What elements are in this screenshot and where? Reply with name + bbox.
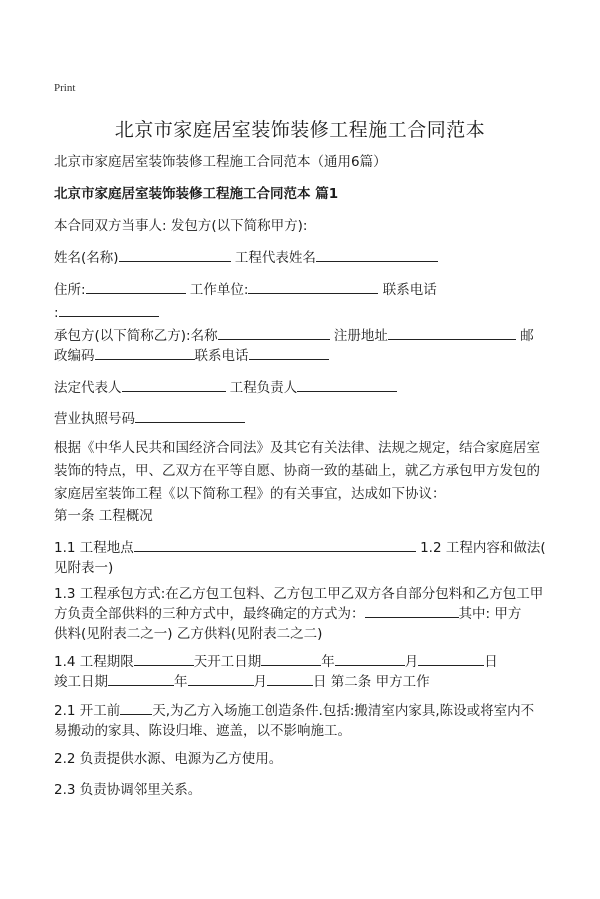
party-a-phone-blank[interactable] (59, 302, 159, 317)
address-blank[interactable] (86, 279, 186, 294)
parties-intro: 本合同双方当事人: 发包方(以下简称甲方): (54, 218, 308, 234)
license-blank[interactable] (135, 408, 245, 423)
party-a-name-line (54, 247, 548, 270)
article-1-heading: 第一条 工程概况 (54, 508, 153, 524)
clause-2-1-suffix: 天,为乙方入场施工创造条件.包括:搬清室内家具,陈设或将室内不 (152, 703, 535, 719)
clause-1-2-suffix: 见附表一) (54, 560, 114, 576)
party-b-phone-blank[interactable] (249, 345, 329, 360)
postcode-label-1: 邮 (520, 328, 534, 344)
clause-2-1-prefix: 2.1 开工前 (54, 703, 121, 719)
name-blank[interactable] (119, 247, 231, 262)
start-day-blank[interactable] (418, 651, 484, 666)
workplace-label: 工作单位: (189, 282, 249, 298)
party-b-name-blank[interactable] (218, 325, 330, 340)
project-lead-blank[interactable] (297, 377, 397, 392)
finish-day-blank[interactable] (267, 671, 313, 686)
project-lead-label: 工程负责人 (229, 380, 298, 396)
finish-year-label: 年 (174, 674, 188, 690)
party-a-address-line (54, 279, 548, 302)
article-2-heading: 第二条 甲方工作 (330, 674, 430, 690)
finish-day-label: 日 (313, 674, 327, 690)
finish-month-blank[interactable] (188, 671, 254, 686)
print-label: Print (54, 82, 76, 94)
method-blank[interactable] (365, 603, 459, 618)
finish-label: 竣工日期 (54, 674, 108, 690)
legal-rep-blank[interactable] (122, 377, 226, 392)
start-label: 天开工日期 (193, 654, 262, 670)
clause-2-3: 2.3 负责协调邻里关系。 (54, 782, 202, 798)
clause-1-4-line-2 (54, 671, 548, 694)
method-suffix: 其中: 甲方 (458, 606, 522, 622)
method-prefix: 方负责全部供料的三种方式中，最终确定的方式为： (54, 606, 365, 622)
party-b-intro: 承包方(以下简称乙方):名称 (54, 328, 218, 344)
site-blank[interactable] (134, 537, 416, 552)
period-label: 1.4 工程期限 (54, 654, 134, 670)
start-day-label: 日 (484, 654, 498, 670)
postcode-label-2: 政编码 (54, 348, 95, 364)
legal-rep-label: 法定代表人 (54, 380, 122, 396)
document-title: 北京市家庭居室装饰装修工程施工合同范本 (114, 119, 486, 141)
clause-2-2: 2.2 负责提供水源、电源为乙方使用。 (54, 751, 283, 767)
party-b-line-2 (54, 345, 548, 368)
document-subtitle: 北京市家庭居室装饰装修工程施工合同范本（通用6篇） (54, 154, 387, 170)
legal-rep-line (54, 377, 548, 400)
workplace-blank[interactable] (248, 279, 378, 294)
license-label: 营业执照号码 (54, 411, 135, 427)
period-blank[interactable] (134, 651, 194, 666)
section-heading: 北京市家庭居室装饰装修工程施工合同范本 篇1 (54, 186, 339, 202)
rep-blank[interactable] (316, 247, 438, 262)
start-year-label: 年 (321, 654, 335, 670)
finish-year-blank[interactable] (108, 671, 174, 686)
start-month-label: 月 (404, 654, 419, 670)
content-label: 1.2 工程内容和做法( (420, 540, 546, 556)
days-before-blank[interactable] (120, 700, 152, 715)
name-label: 姓名(名称) (54, 250, 119, 266)
start-year-blank[interactable] (261, 651, 321, 666)
party-a-phone-label: 联系电话 (382, 282, 437, 298)
clause-1-3-line-1: 1.3 工程承包方式:在乙方包工包料、乙方包工甲乙双方各自部分包料和乙方包工甲 (54, 586, 544, 602)
postcode-blank[interactable] (95, 345, 195, 360)
clause-2-1-line-2: 易搬动的家具、陈设归堆、遮盖，以不影响施工。 (54, 723, 351, 739)
clause-1-3-line-3: 供料(见附表二之一) 乙方供料(见附表二之二) (54, 626, 323, 642)
license-line (54, 408, 548, 431)
party-b-phone-label: 联系电话 (194, 348, 249, 364)
address-label: 住所: (54, 282, 86, 298)
rep-label: 工程代表姓名 (234, 250, 316, 266)
finish-month-label: 月 (253, 674, 267, 690)
reg-address-blank[interactable] (388, 325, 516, 340)
preamble: 根据《中华人民共和国经济合同法》及其它有关法律、法规之规定，结合家庭居室装饰的特点，甲、乙双方在平等自愿、协商一致的基础上，就乙方承包甲方发包的家庭居室装饰工程《以下简称工程》的有关事宜，达成如下协议： (54, 440, 540, 502)
site-label: 1.1 工程地点 (54, 540, 134, 556)
party-a-phone-line (54, 302, 548, 325)
reg-address-label: 注册地址 (333, 328, 388, 344)
party-a-phone-colon: : (54, 305, 59, 321)
start-month-blank[interactable] (335, 651, 405, 666)
